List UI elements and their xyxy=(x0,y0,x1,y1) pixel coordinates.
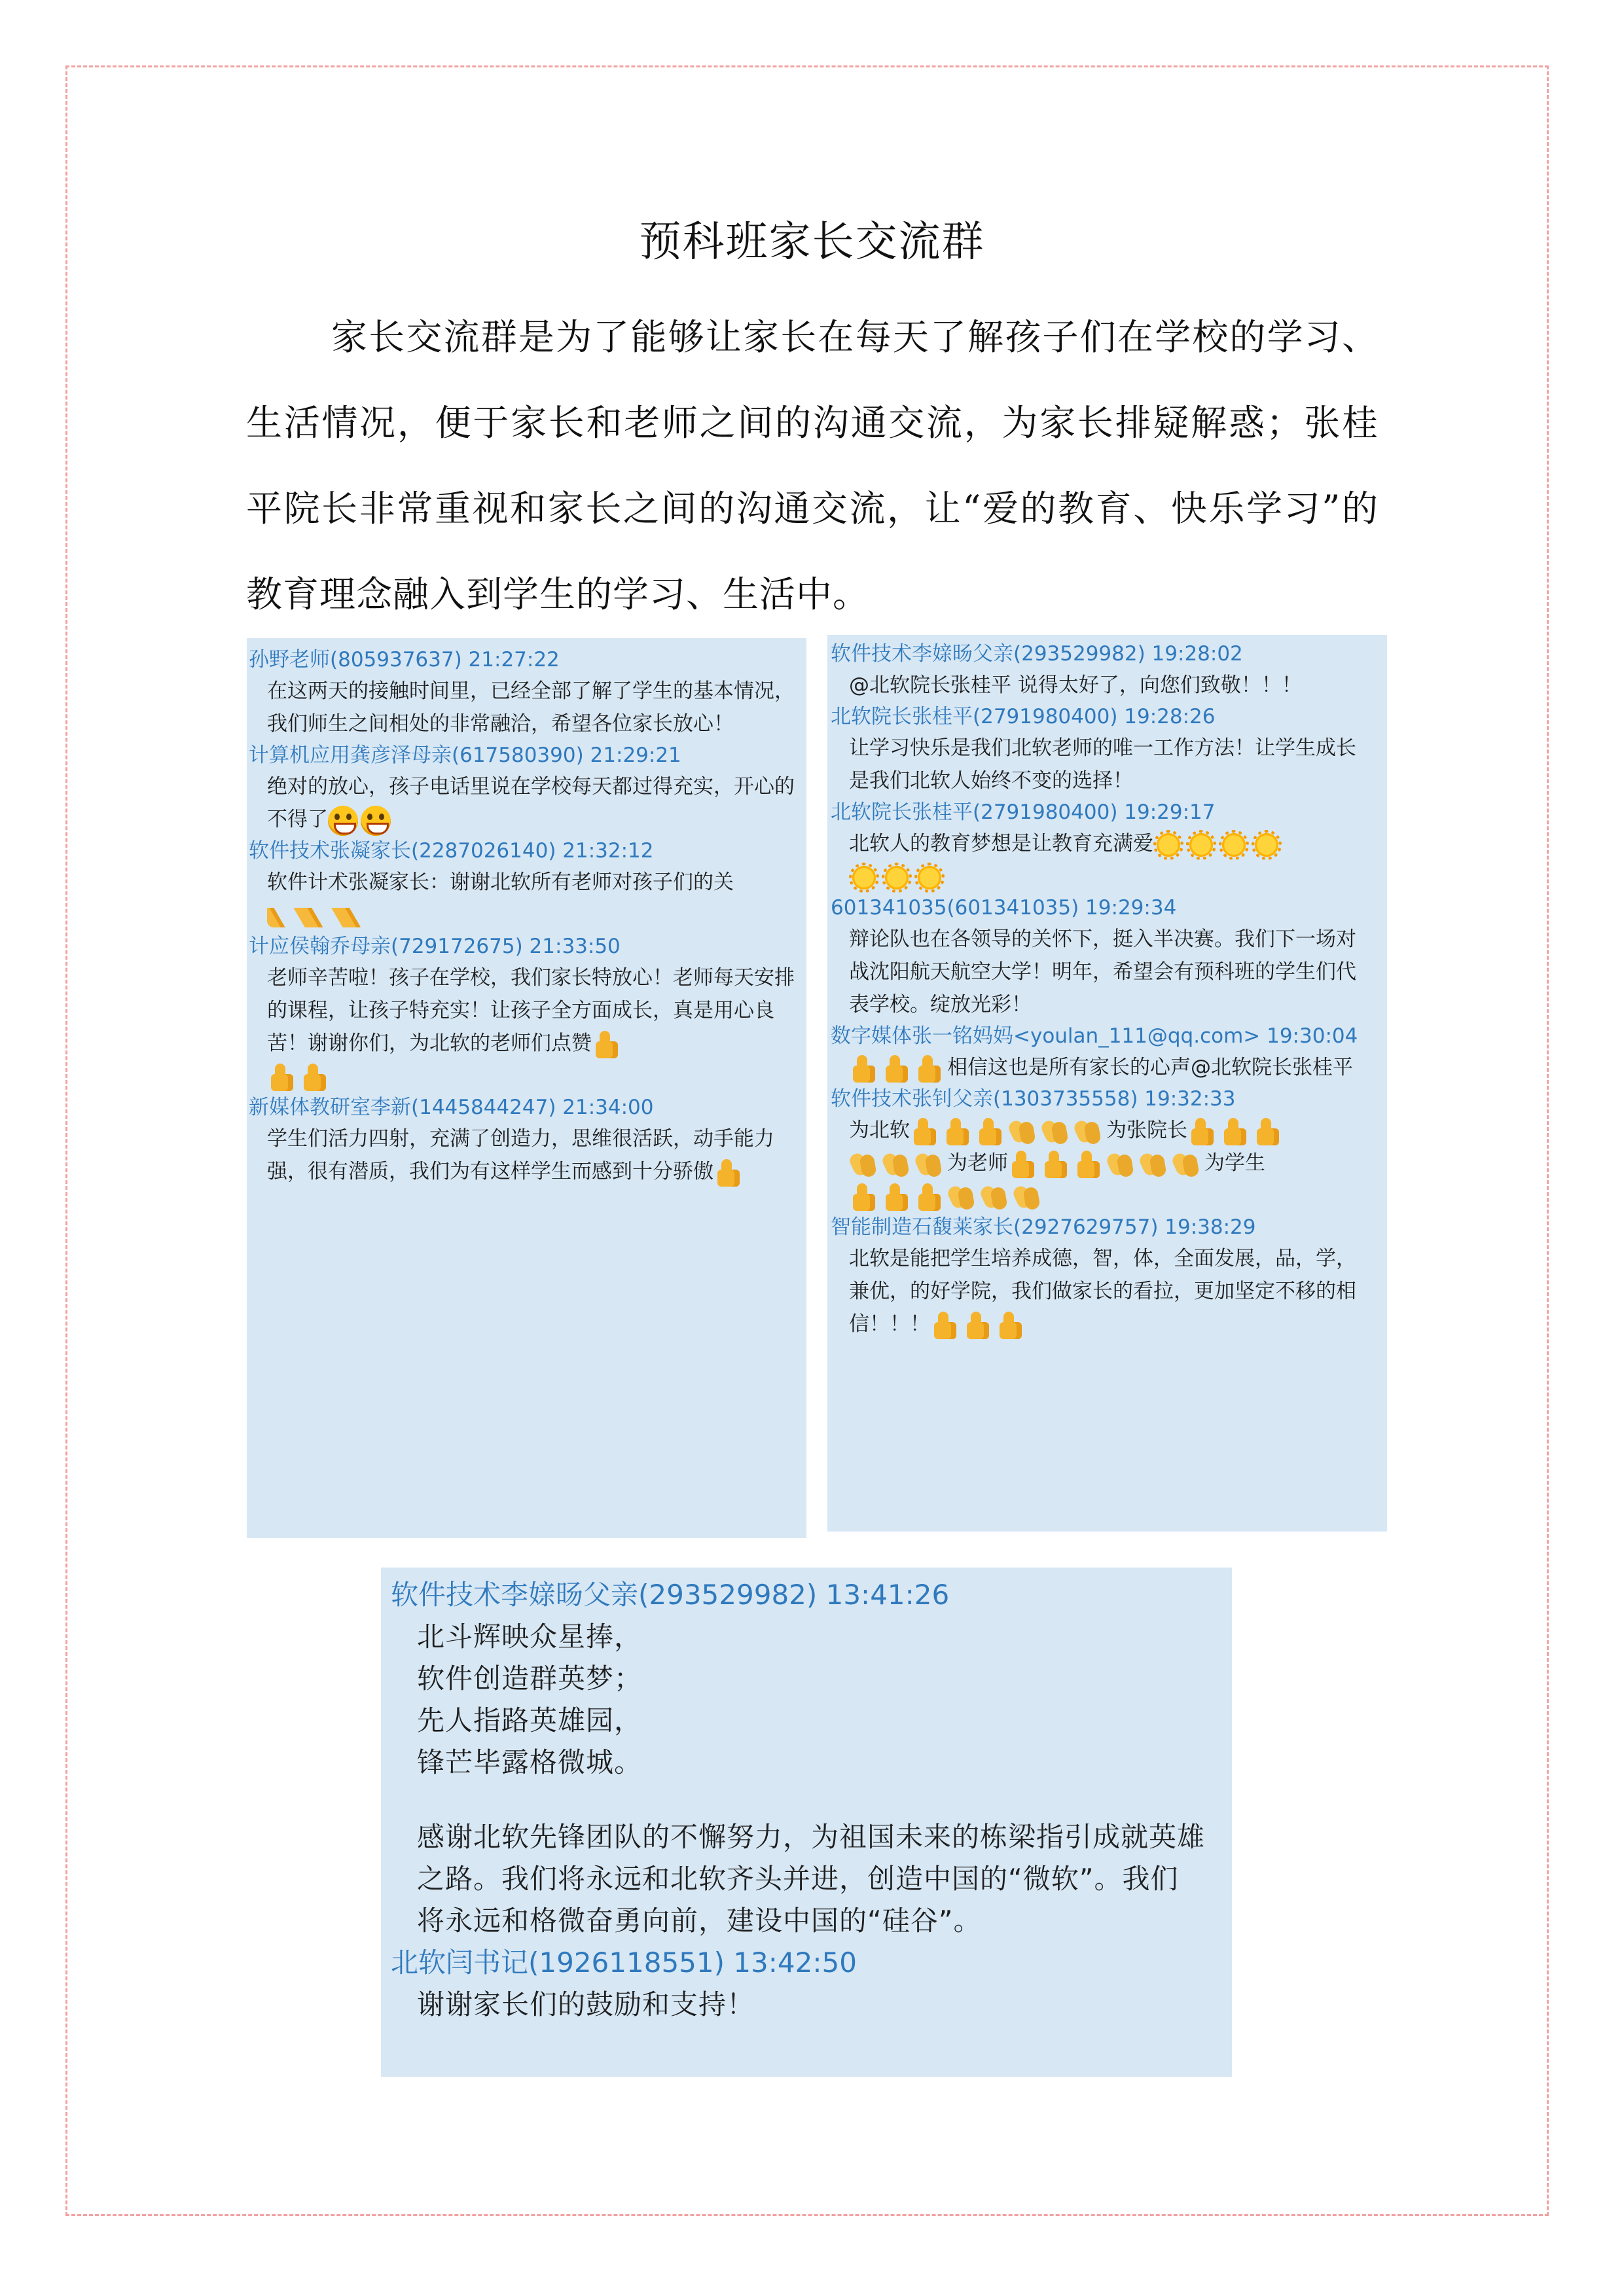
clapping-hands-icon xyxy=(1139,1149,1169,1179)
chat-sender: 孙野老师(805937637) 21:27:22 xyxy=(249,648,560,672)
chat-text: @北软院长张桂平 说得太好了，向您们致敬！！！ xyxy=(849,673,1302,697)
chat-message xyxy=(831,702,1387,797)
thumbs-up-icon xyxy=(975,1117,1005,1147)
chat-text: 辩论队也在各领导的关怀下，挺入半决赛。我们下一场对战沈阳航天航空大学！明年，希望会有预科班的学生们代表学校。绽放光彩！ xyxy=(849,927,1356,1016)
chat-sender: 软件技术张钊父亲(1303735558) 19:32:33 xyxy=(831,1087,1236,1111)
chat-body xyxy=(249,866,806,931)
chat-body xyxy=(249,770,806,836)
chat-text: 北软是能把学生培养成德，智，体，全面发展，品，学，兼优，的好学院，我们做家长的看拉，更加坚定不移的相信！！！ xyxy=(849,1247,1356,1336)
chat-body xyxy=(249,961,806,1092)
chat-text: 在这两天的接触时间里，已经全部了解了学生的基本情况，我们师生之间相处的非常融洽，希望各位家长放心！ xyxy=(267,679,795,736)
poem-line: 软件创造群英梦； xyxy=(417,1662,643,1695)
chat-message xyxy=(831,639,1387,702)
thumbs-up-icon xyxy=(1253,1117,1283,1147)
chat-text: 学生们活力四射，充满了创造力，思维很活跃，动手能力强，很有潜质，我们为有这样学生而感到十分骄傲 xyxy=(267,1127,774,1183)
chat-screenshot-right xyxy=(827,635,1387,1532)
chat-text: 感谢北软先锋团队的不懈努力，为祖国未来的栋梁指引成就英雄之路。我们将永远和北软齐头并进，创造中国的“微软”。我们将永远和格微奋勇向前，建设中国的“硅谷”。 xyxy=(417,1821,1206,1937)
clapping-hands-icon xyxy=(882,1149,912,1179)
intro-paragraph: 家长交流群是为了能够让家长在每天了解孩子们在学校的学习、生活情况，便于家长和老师之间的沟通交流，为家长排疑解惑；张桂平院长非常重视和家长之间的沟通交流，让“爱的教育、快乐学习”的教育理念融入到学生的学习、生活中。 xyxy=(246,316,1379,615)
chat-sender: 软件技术李媇旸父亲(293529982) 13:41:26 xyxy=(391,1579,950,1611)
chat-body xyxy=(831,1051,1387,1084)
chat-text: 让学习快乐是我们北软老师的唯一工作方法！让学生成长是我们北软人始终不变的选择！ xyxy=(849,736,1356,793)
page-title: 预科班家长交流群 xyxy=(639,218,985,266)
sun-icon xyxy=(849,863,879,893)
clapping-hands-icon xyxy=(1074,1117,1104,1147)
thumbs-up-icon xyxy=(1041,1149,1071,1179)
sun-icon xyxy=(914,863,945,893)
thumbs-up-icon xyxy=(882,1054,912,1084)
sun-icon xyxy=(1252,830,1282,860)
chat-sender: 北软院长张桂平(2791980400) 19:29:17 xyxy=(831,800,1216,824)
chat-sender: 软件技术张凝家长(2287026140) 21:32:12 xyxy=(249,839,654,863)
chat-text: 谢谢家长们的鼓励和支持！ xyxy=(417,1988,755,2020)
thumbs-up-icon xyxy=(1008,1149,1038,1179)
chat-text: 软件计术张凝家长：谢谢北软所有老师对孩子们的关 xyxy=(267,870,734,894)
thumbs-up-icon xyxy=(914,1182,945,1212)
clapping-hands-icon xyxy=(980,1182,1010,1212)
chat-text: 为张院长 xyxy=(1106,1119,1187,1142)
chat-sender: 智能制造石馥莱家长(2927629757) 19:38:29 xyxy=(831,1215,1256,1239)
thumbs-up-icon xyxy=(910,1117,940,1147)
thumbs-up-icon xyxy=(943,1117,973,1147)
thumbs-up-icon xyxy=(1187,1117,1218,1147)
thumbs-up-icon xyxy=(930,1310,960,1340)
clapping-hands-icon xyxy=(1013,1182,1043,1212)
chat-text: 绝对的放心，孩子电话里说在学校每天都过得充实，开心的不得了 xyxy=(267,775,795,831)
chat-body xyxy=(831,1114,1387,1212)
chat-body xyxy=(831,827,1387,893)
chat-sender: 计算机应用龚彦泽母亲(617580390) 21:29:21 xyxy=(249,744,681,767)
chat-message xyxy=(249,645,806,740)
chat-text: 相信这也是所有家长的心声@北软院长张桂平 xyxy=(947,1056,1353,1079)
chat-message xyxy=(249,931,806,1092)
clapping-hands-icon xyxy=(849,1149,879,1179)
chat-message xyxy=(831,1212,1387,1340)
thumbs-up-icon xyxy=(849,1054,879,1084)
chat-sender: 北软院长张桂平(2791980400) 19:28:26 xyxy=(831,705,1216,728)
chat-message xyxy=(249,1092,806,1188)
thumbs-up-icon xyxy=(996,1310,1026,1340)
clapping-hands-icon xyxy=(1041,1117,1071,1147)
poem-line: 先人指路英雄园， xyxy=(417,1704,643,1736)
clapping-hands-icon xyxy=(1106,1149,1136,1179)
chat-text: 北软人的教育梦想是让教育充满爱 xyxy=(849,832,1153,855)
thumbs-up-icon xyxy=(267,1062,297,1092)
chat-message xyxy=(831,1021,1387,1084)
chat-screenshot-bottom xyxy=(381,1568,1232,2077)
thumbs-up-icon xyxy=(882,1182,912,1212)
chat-message xyxy=(249,740,806,836)
chat-message xyxy=(249,836,806,931)
chat-sender: 数字媒体张一铭妈妈<youlan_111@qq.com> 19:30:04 xyxy=(831,1024,1358,1048)
thumbs-up-icon xyxy=(963,1310,993,1340)
thumbs-up-icon xyxy=(713,1158,744,1188)
grinning-face-icon xyxy=(361,806,391,836)
poem-line: 锋芒毕露格微城。 xyxy=(417,1746,643,1778)
thumbs-up-icon xyxy=(592,1030,622,1060)
sun-icon xyxy=(1153,830,1183,860)
chat-message xyxy=(831,797,1387,893)
chat-sender: 计应侯翰乔母亲(729172675) 21:33:50 xyxy=(249,935,621,958)
chat-screenshot-left xyxy=(247,638,806,1538)
chat-text: 为老师 xyxy=(947,1151,1008,1175)
thumbs-up-icon xyxy=(300,1062,330,1092)
thumbs-up-icon xyxy=(1220,1117,1250,1147)
thumbs-up-icon xyxy=(849,1182,879,1212)
chat-sender: 软件技术李媇旸父亲(293529982) 19:28:02 xyxy=(831,642,1243,666)
chat-text: 为学生 xyxy=(1204,1151,1265,1175)
chat-message xyxy=(391,1942,1232,2026)
chat-body xyxy=(831,1242,1387,1340)
grinning-face-icon xyxy=(328,806,358,836)
chat-sender: 601341035(601341035) 19:29:34 xyxy=(831,896,1177,920)
thumbs-up-icon xyxy=(1074,1149,1104,1179)
sun-icon xyxy=(882,863,912,893)
chat-sender: 新媒体教研室李新(1445844247) 21:34:00 xyxy=(249,1096,654,1119)
chat-sender: 北软闫书记(1926118551) 13:42:50 xyxy=(391,1946,857,1979)
blank-line xyxy=(391,1784,1232,1816)
sun-icon xyxy=(1219,830,1249,860)
thumbs-up-icon xyxy=(914,1054,945,1084)
clapping-hands-row-icon xyxy=(267,901,365,931)
sun-icon xyxy=(1186,830,1216,860)
chat-text: 为北软 xyxy=(849,1119,910,1142)
clapping-hands-icon xyxy=(914,1149,945,1179)
chat-body xyxy=(249,1122,806,1188)
chat-message xyxy=(831,1084,1387,1212)
chat-message xyxy=(831,893,1387,1021)
poem-line: 北斗辉映众星捧， xyxy=(417,1621,643,1653)
clapping-hands-icon xyxy=(1008,1117,1038,1147)
clapping-hands-icon xyxy=(1172,1149,1202,1179)
clapping-hands-icon xyxy=(947,1182,977,1212)
chat-message xyxy=(391,1574,1232,1942)
chat-text: 老师辛苦啦！孩子在学校，我们家长特放心！老师每天安排的课程，让孩子特充实！让孩子全方面成长，真是用心良苦！谢谢你们，为北软的老师们点赞 xyxy=(267,966,795,1055)
